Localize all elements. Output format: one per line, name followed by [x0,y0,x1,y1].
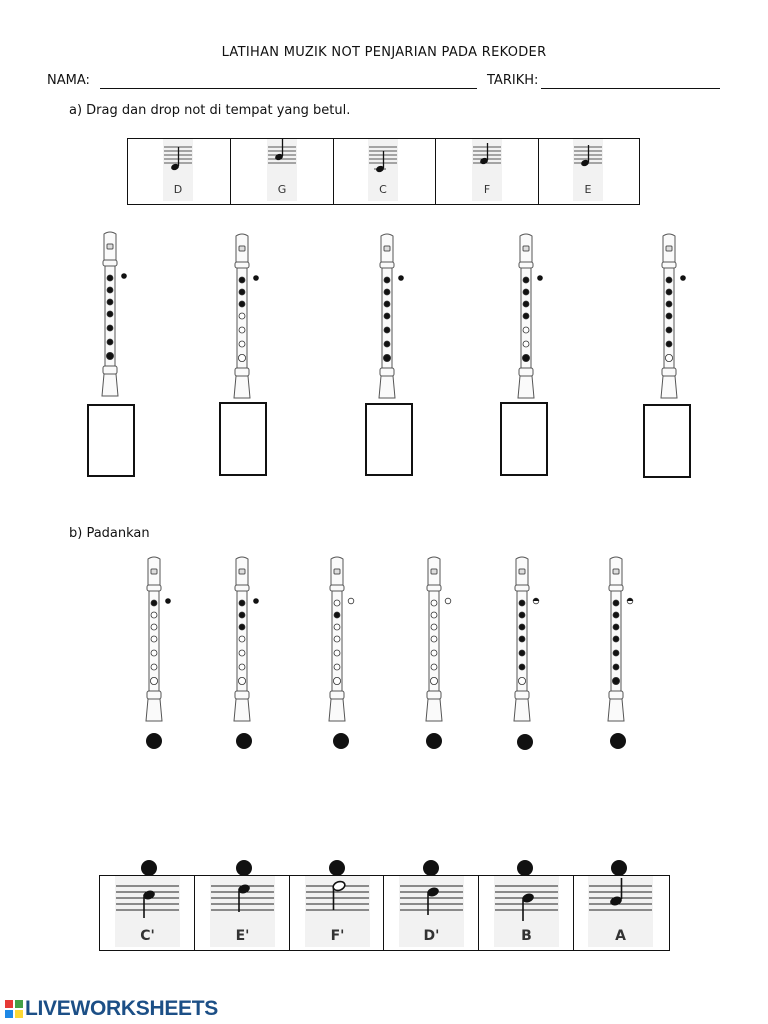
note-label: C' [140,928,155,944]
note-label: F [483,183,491,196]
note-card-f-high [305,876,370,947]
section-b-instruction: b) Padankan [69,526,150,541]
liveworksheets-logo [5,997,218,1021]
staff-note-icon [267,139,297,179]
note-card-g[interactable] [267,139,297,201]
staff-note-icon [163,139,193,179]
match-dot-bottom[interactable] [611,860,627,876]
recorder-icon [600,555,640,727]
recorder-icon [653,232,693,404]
note-card-e[interactable] [573,139,603,201]
recorder-icon [371,232,411,404]
note-cell [290,876,384,950]
recorder-icon [94,230,134,402]
staff-note-icon [115,876,180,924]
match-dot-top[interactable] [517,734,533,750]
logo-icon [5,1000,23,1018]
note-label: D [173,183,183,196]
note-card-d-high [399,876,464,947]
drop-box[interactable] [365,403,413,476]
match-dot-bottom[interactable] [236,860,252,876]
worksheet-title: LATIHAN MUZIK NOT PENJARIAN PADA REKODER [221,45,547,60]
staff-note-icon [210,876,275,924]
recorder-icon [418,555,458,727]
drop-box[interactable] [500,402,548,476]
drop-box[interactable] [87,404,135,477]
staff-note-icon [494,876,559,924]
staff-note-icon [573,139,603,179]
note-label: E [584,183,592,196]
note-cell-g [231,139,334,204]
note-label: E' [235,928,250,944]
recorder-icon [506,555,546,727]
date-input-line[interactable] [541,88,720,89]
note-cell [100,876,195,950]
match-dot-bottom[interactable] [329,860,345,876]
note-card-d[interactable] [163,139,193,201]
staff-note-icon [399,876,464,924]
match-dot-bottom[interactable] [423,860,439,876]
note-cell [574,876,667,950]
staff-note-icon [472,139,502,179]
note-cell-d [128,139,231,204]
note-card-e-high [210,876,275,947]
staff-note-icon [368,139,398,179]
recorder-icon [510,232,550,404]
match-dot-top[interactable] [146,733,162,749]
match-dot-top[interactable] [236,733,252,749]
match-dot-bottom[interactable] [141,860,157,876]
note-card-b [494,876,559,947]
staff-note-icon [588,876,653,924]
section-a-note-bank [127,138,640,205]
name-label: NAMA: [47,73,90,88]
note-cell [479,876,574,950]
recorder-icon [138,555,178,727]
match-dot-bottom[interactable] [517,860,533,876]
note-label: C [379,183,387,196]
note-cell [384,876,479,950]
note-card-c-high [115,876,180,947]
note-label: D' [423,928,440,944]
note-label: B [521,928,532,944]
staff-note-icon [305,876,370,924]
drop-box[interactable] [219,402,267,476]
drop-box[interactable] [643,404,691,478]
recorder-icon [226,232,266,404]
brand-name: LIVEWORKSHEETS [25,997,218,1020]
recorder-icon [321,555,361,727]
note-card-c[interactable] [368,139,398,201]
match-dot-top[interactable] [333,733,349,749]
recorder-icon [226,555,266,727]
note-label: A [615,928,626,944]
note-label: F' [330,928,345,944]
note-cell [195,876,290,950]
note-cell-e [539,139,639,204]
note-cell-c [334,139,436,204]
date-label: TARIKH: [487,73,539,88]
match-dot-top[interactable] [610,733,626,749]
note-label: G [277,183,287,196]
section-a-instruction: a) Drag dan drop not di tempat yang betul. [69,103,351,118]
note-card-a [588,876,653,947]
name-input-line[interactable] [100,88,477,89]
note-card-f[interactable] [472,139,502,201]
match-dot-top[interactable] [426,733,442,749]
note-cell-f [436,139,539,204]
section-b-note-bank [99,875,670,951]
